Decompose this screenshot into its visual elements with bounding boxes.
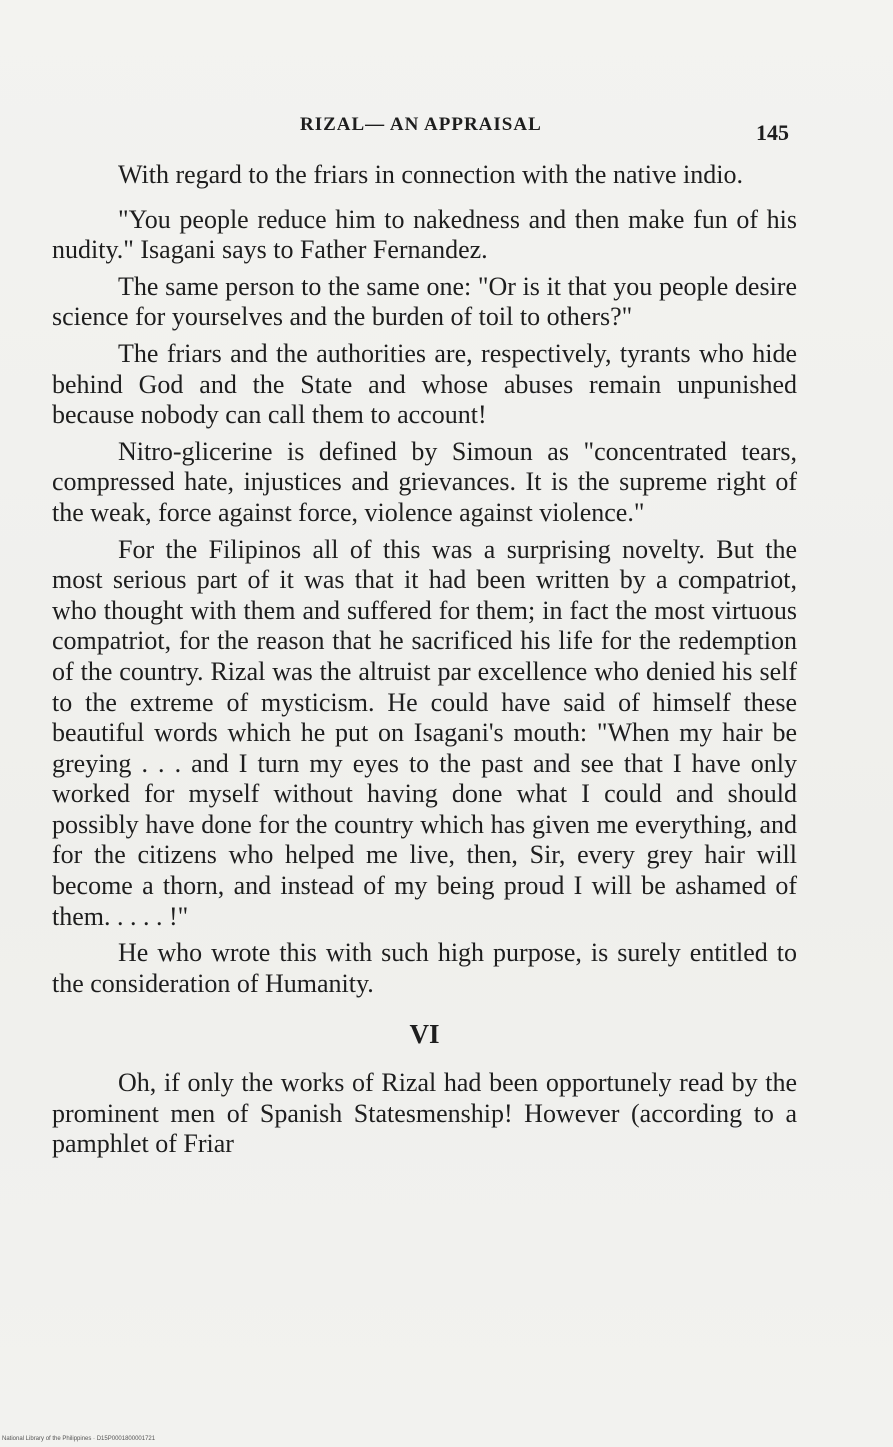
section-paragraph: Oh, if only the works of Rizal had been opportunely read by the prominent men of Spanish Statesmenship! However (according to a pamphlet of Friar <box>52 1068 797 1159</box>
page-number: 145 <box>756 120 789 145</box>
running-title: RIZAL— AN APPRAISAL <box>300 114 542 135</box>
paragraph-7: He who wrote this with such high purpose, is surely entitled to the consideration of Humanity. <box>52 938 797 998</box>
paragraph-2: "You people reduce him to nakedness and then make fun of his nudity." Isagani says to Father Fernandez. <box>52 204 797 265</box>
paragraph-6: For the Filipinos all of this was a surprising novelty. But the most serious part of it was that it had been written by a compatriot, who thought with them and suffered for them; in fact the most virtuous compatriot, for the reason that he sacrificed his life for the redemption of the country. Rizal was the altruist par excellence who denied his self to the extreme of mysticism. He could have said of himself these beautiful words which he put on Isagani's mouth: "When my hair be greying . . . and I turn my eyes to the past and see that I have only worked for myself without having done what I could and should possibly have done for the country which has given me everything, and for the citizens who helped me live, then, Sir, every grey hair will become a thorn, and instead of my being proud I will be ashamed of them. . . . . !" <box>52 534 797 931</box>
page-body <box>52 160 797 1166</box>
paragraph-5: Nitro-glicerine is defined by Simoun as "concentrated tears, compressed hate, injustices and grievances. It is the supreme right of the weak, force against force, violence against violence." <box>52 436 797 527</box>
paragraph-1: With regard to the friars in connection with the native indio. <box>118 160 743 189</box>
section-heading: VI <box>409 1019 440 1050</box>
scan-footer-note: National Library of the Philippines · D15P0001800001721 <box>2 1436 156 1442</box>
paragraph-3: The same person to the same one: "Or is it that you people desire science for yourselves and the burden of toil to others?" <box>52 271 797 332</box>
paragraph-4: The friars and the authorities are, respectively, tyrants who hide behind God and the State and whose abuses remain unpunished because nobody can call them to account! <box>52 338 797 430</box>
